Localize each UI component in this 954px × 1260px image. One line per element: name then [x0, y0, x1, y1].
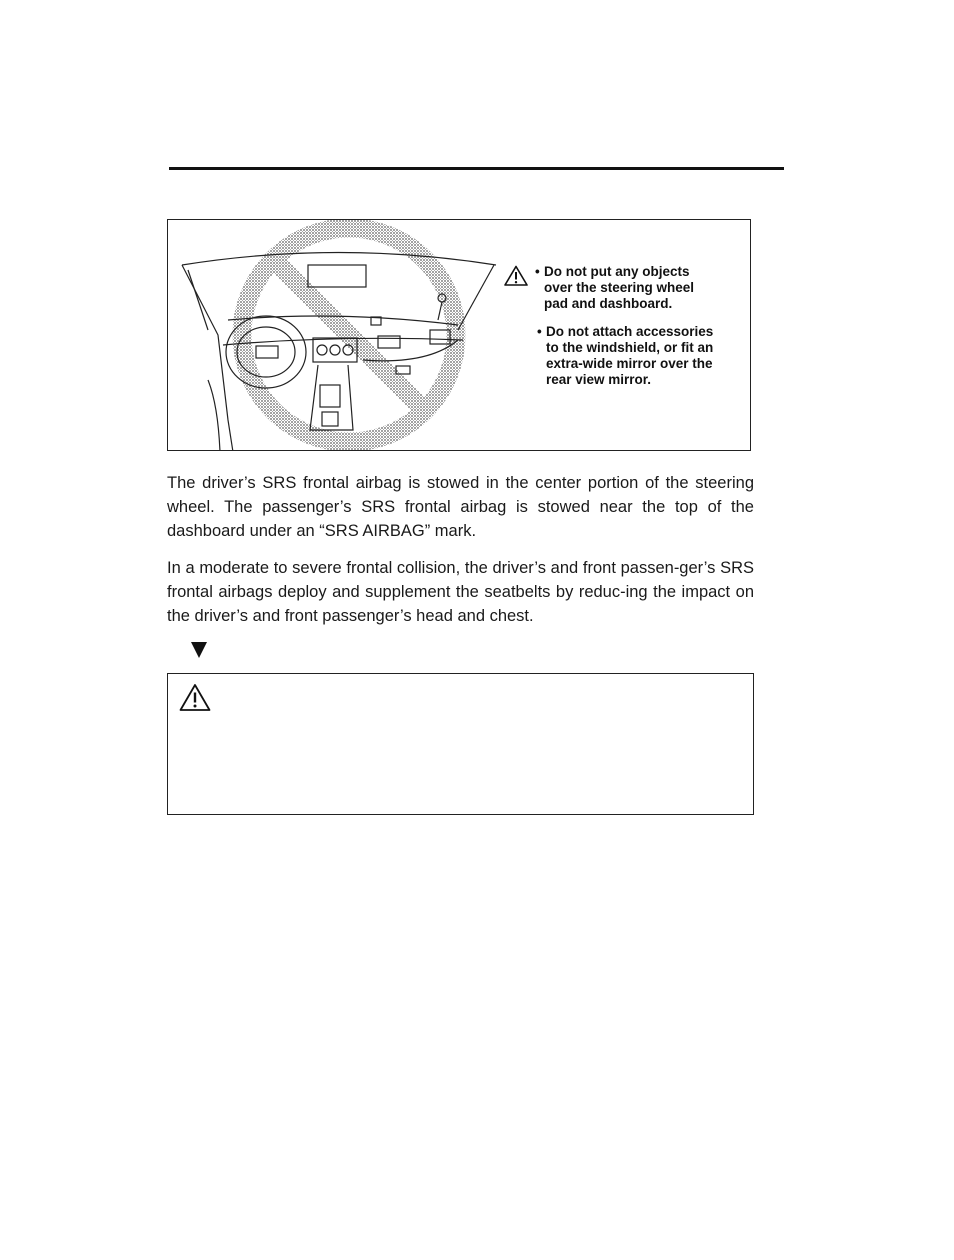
note-bullet: • [537, 324, 542, 339]
warning-triangle-icon [504, 265, 528, 286]
note-line: to the windshield, or fit an [546, 340, 714, 355]
note-line: Do not put any objects [544, 264, 690, 279]
note-objects [504, 264, 744, 312]
airbag-figure [167, 219, 751, 451]
figure-notes [504, 264, 744, 388]
note-line: extra-wide mirror over the [546, 356, 713, 371]
note-line: over the steering wheel [544, 280, 695, 295]
prohibition-sign-icon [242, 228, 456, 442]
note-bullet: • [535, 264, 540, 279]
note-line: pad and dashboard. [544, 296, 673, 311]
car-interior-illustration [168, 220, 498, 451]
down-triangle-icon [191, 642, 207, 658]
body-paragraph-airbag-location: The driver’s SRS frontal airbag is stowed in the center portion of the steering wheel. The passenger’s SRS frontal airbag is stowed near the top of the dashboard under an “SRS AIRBAG” mark. [167, 474, 754, 540]
header-rule [169, 167, 784, 170]
warning-box [167, 673, 754, 815]
warning-triangle-icon [179, 683, 211, 712]
note-line: rear view mirror. [546, 372, 652, 387]
note-accessories [504, 324, 744, 388]
note-line: Do not attach accessories [546, 324, 714, 339]
body-paragraph-airbag-deploy: In a moderate to severe frontal collision, the driver’s and front passen-ger’s SRS frontal airbags deploy and supplement the seatbelts by reduc-ing the impact on the driver’s and front passenger’s head and chest. [167, 559, 754, 625]
